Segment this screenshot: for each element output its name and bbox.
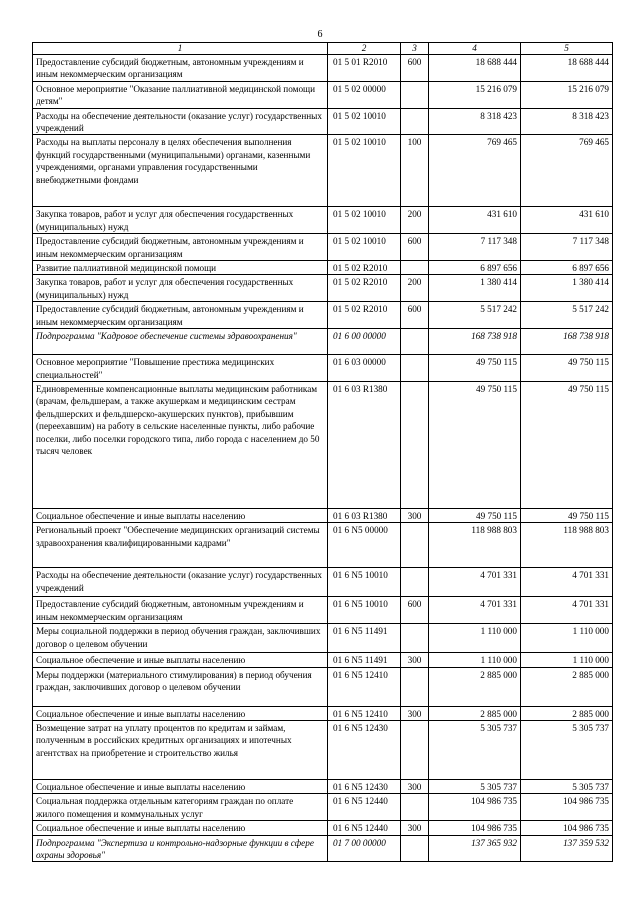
row-sum-2: 49 750 115	[521, 508, 613, 522]
table-row	[33, 794, 613, 821]
table-row	[33, 821, 613, 835]
row-sum-1: 1 380 414	[429, 275, 521, 302]
row-expense-type	[401, 355, 429, 382]
table-row	[33, 720, 613, 779]
row-sum-1: 7 117 348	[429, 234, 521, 261]
row-code: 01 5 02 10010	[328, 135, 401, 207]
row-name: Социальное обеспечение и иные выплаты населению	[33, 779, 328, 793]
table-row	[33, 275, 613, 302]
row-code: 01 6 N5 11491	[328, 653, 401, 667]
row-code: 01 6 N5 12410	[328, 667, 401, 706]
row-sum-2: 2 885 000	[521, 667, 613, 706]
table-row-subprogram	[33, 329, 613, 355]
table-row	[33, 55, 613, 82]
row-name: Единовременные компенсационные выплаты медицинским работникам (врачам, фельдшерам, а также акушеркам и медицинским сестрам фельдшерских и фельдшерско-акушерских пунктов), прибывшим (переехавшим) на работу в сельские населенные пункты, либо рабочие поселки, либо поселки городского типа, либо города с населением до 50 тысяч человек	[33, 381, 328, 508]
row-sum-2: 5 305 737	[521, 779, 613, 793]
row-expense-type: 600	[401, 597, 429, 624]
row-expense-type	[401, 794, 429, 821]
row-expense-type: 300	[401, 779, 429, 793]
row-name: Подпрограмма "Экспертиза и контрольно-надзорные функции в сфере охраны здоровья"	[33, 835, 328, 862]
table-row	[33, 624, 613, 653]
table-row	[33, 261, 613, 275]
row-sum-2: 137 359 532	[521, 835, 613, 862]
row-name: Расходы на обеспечение деятельности (оказание услуг) государственных учреждений	[33, 108, 328, 135]
row-code: 01 5 01 R2010	[328, 55, 401, 82]
row-sum-2: 1 110 000	[521, 653, 613, 667]
row-name: Меры поддержки (материального стимулирования) в период обучения граждан, заключивших договор о целевом обучении	[33, 667, 328, 706]
row-sum-2: 49 750 115	[521, 355, 613, 382]
row-sum-1: 49 750 115	[429, 508, 521, 522]
row-code: 01 6 03 R1380	[328, 381, 401, 508]
row-expense-type	[401, 720, 429, 779]
row-sum-1: 1 110 000	[429, 653, 521, 667]
row-expense-type	[401, 381, 429, 508]
row-code: 01 6 03 00000	[328, 355, 401, 382]
row-sum-1: 5 517 242	[429, 302, 521, 329]
row-sum-2: 1 380 414	[521, 275, 613, 302]
row-code: 01 6 N5 10010	[328, 568, 401, 597]
page-number: 6	[317, 29, 323, 40]
table-row	[33, 207, 613, 234]
row-sum-2: 5 305 737	[521, 720, 613, 779]
table-row	[33, 508, 613, 522]
table-row-subprogram	[33, 835, 613, 862]
row-sum-1: 104 986 735	[429, 794, 521, 821]
row-sum-1: 431 610	[429, 207, 521, 234]
row-expense-type	[401, 523, 429, 568]
table-row	[33, 381, 613, 508]
row-name: Региональный проект "Обеспечение медицинских организаций системы здравоохранения квалифицированными кадрами"	[33, 523, 328, 568]
row-name: Основное мероприятие "Повышение престижа медицинских специальностей"	[33, 355, 328, 382]
row-sum-2: 4 701 331	[521, 597, 613, 624]
row-code: 01 6 N5 12440	[328, 821, 401, 835]
row-expense-type: 600	[401, 302, 429, 329]
header-col-1: 1	[33, 43, 328, 55]
row-sum-1: 6 897 656	[429, 261, 521, 275]
table-header-row	[33, 43, 613, 55]
row-code: 01 6 N5 12430	[328, 779, 401, 793]
table-row	[33, 234, 613, 261]
row-name: Развитие паллиативной медицинской помощи	[33, 261, 328, 275]
row-sum-2: 104 986 735	[521, 821, 613, 835]
row-expense-type	[401, 81, 429, 108]
row-sum-1: 49 750 115	[429, 355, 521, 382]
row-name: Предоставление субсидий бюджетным, автономным учреждениям и иным некоммерческим организациям	[33, 302, 328, 329]
table-row	[33, 81, 613, 108]
table-row	[33, 597, 613, 624]
row-sum-2: 49 750 115	[521, 381, 613, 508]
row-name: Меры социальной поддержки в период обучения граждан, заключивших договор о целевом обучении	[33, 624, 328, 653]
row-expense-type: 200	[401, 207, 429, 234]
row-code: 01 6 03 R1380	[328, 508, 401, 522]
table-row	[33, 568, 613, 597]
row-sum-2: 18 688 444	[521, 55, 613, 82]
row-sum-2: 2 885 000	[521, 706, 613, 720]
row-code: 01 7 00 00000	[328, 835, 401, 862]
header-col-2: 2	[328, 43, 401, 55]
header-col-5: 5	[521, 43, 613, 55]
row-expense-type	[401, 329, 429, 355]
table-row	[33, 706, 613, 720]
row-sum-1: 137 365 932	[429, 835, 521, 862]
row-sum-1: 5 305 737	[429, 720, 521, 779]
row-sum-1: 8 318 423	[429, 108, 521, 135]
row-code: 01 6 N5 12410	[328, 706, 401, 720]
row-expense-type	[401, 835, 429, 862]
table-row	[33, 135, 613, 207]
row-name: Закупка товаров, работ и услуг для обеспечения государственных (муниципальных) нужд	[33, 275, 328, 302]
row-expense-type	[401, 624, 429, 653]
row-sum-2: 104 986 735	[521, 794, 613, 821]
row-name: Социальное обеспечение и иные выплаты населению	[33, 706, 328, 720]
row-expense-type: 600	[401, 234, 429, 261]
row-expense-type: 300	[401, 821, 429, 835]
row-name: Предоставление субсидий бюджетным, автономным учреждениям и иным некоммерческим организациям	[33, 234, 328, 261]
row-code: 01 6 N5 12440	[328, 794, 401, 821]
table-row	[33, 653, 613, 667]
row-name: Подпрограмма "Кадровое обеспечение системы здравоохранения"	[33, 329, 328, 355]
row-sum-1: 104 986 735	[429, 821, 521, 835]
row-expense-type: 100	[401, 135, 429, 207]
row-expense-type: 600	[401, 55, 429, 82]
row-name: Предоставление субсидий бюджетным, автономным учреждениям и иным некоммерческим организациям	[33, 597, 328, 624]
row-expense-type	[401, 261, 429, 275]
row-code: 01 6 00 00000	[328, 329, 401, 355]
row-expense-type: 300	[401, 653, 429, 667]
row-expense-type	[401, 568, 429, 597]
row-sum-1: 769 465	[429, 135, 521, 207]
row-name: Расходы на выплаты персоналу в целях обеспечения выполнения функций государственными (муниципальными) органами, казенными учреждениями, органами управления государственными внебюджетными фондами	[33, 135, 328, 207]
row-sum-1: 4 701 331	[429, 597, 521, 624]
row-sum-1: 15 216 079	[429, 81, 521, 108]
table-row	[33, 779, 613, 793]
row-sum-2: 431 610	[521, 207, 613, 234]
row-sum-1: 1 110 000	[429, 624, 521, 653]
row-sum-2: 15 216 079	[521, 81, 613, 108]
table-row	[33, 108, 613, 135]
row-sum-1: 49 750 115	[429, 381, 521, 508]
row-expense-type: 300	[401, 706, 429, 720]
row-name: Закупка товаров, работ и услуг для обеспечения государственных (муниципальных) нужд	[33, 207, 328, 234]
row-code: 01 5 02 00000	[328, 81, 401, 108]
row-name: Возмещение затрат на уплату процентов по кредитам и займам, полученным в российских кредитных организациях и ипотечных агентствах на приобретение и строительство жилья	[33, 720, 328, 779]
row-sum-2: 8 318 423	[521, 108, 613, 135]
row-code: 01 5 02 R2010	[328, 302, 401, 329]
row-name: Социальная поддержка отдельным категориям граждан по оплате жилого помещения и коммунальных услуг	[33, 794, 328, 821]
table-row	[33, 523, 613, 568]
row-name: Основное мероприятие "Оказание паллиативной медицинской помощи детям"	[33, 81, 328, 108]
row-code: 01 5 02 R2010	[328, 261, 401, 275]
row-sum-2: 5 517 242	[521, 302, 613, 329]
row-sum-2: 168 738 918	[521, 329, 613, 355]
row-sum-1: 2 885 000	[429, 706, 521, 720]
table-row	[33, 667, 613, 706]
row-code: 01 5 02 10010	[328, 234, 401, 261]
row-name: Социальное обеспечение и иные выплаты населению	[33, 821, 328, 835]
row-sum-1: 2 885 000	[429, 667, 521, 706]
table-row	[33, 355, 613, 382]
row-expense-type: 300	[401, 508, 429, 522]
row-name: Расходы на обеспечение деятельности (оказание услуг) государственных учреждений	[33, 568, 328, 597]
row-expense-type: 200	[401, 275, 429, 302]
row-name: Социальное обеспечение и иные выплаты населению	[33, 653, 328, 667]
table-row	[33, 302, 613, 329]
row-sum-2: 118 988 803	[521, 523, 613, 568]
row-code: 01 5 02 R2010	[328, 275, 401, 302]
row-code: 01 6 N5 12430	[328, 720, 401, 779]
row-sum-2: 1 110 000	[521, 624, 613, 653]
row-expense-type	[401, 667, 429, 706]
header-col-4: 4	[429, 43, 521, 55]
row-name: Социальное обеспечение и иные выплаты населению	[33, 508, 328, 522]
row-code: 01 6 N5 11491	[328, 624, 401, 653]
row-sum-1: 4 701 331	[429, 568, 521, 597]
row-sum-1: 5 305 737	[429, 779, 521, 793]
row-sum-2: 4 701 331	[521, 568, 613, 597]
row-code: 01 5 02 10010	[328, 207, 401, 234]
row-sum-2: 769 465	[521, 135, 613, 207]
row-expense-type	[401, 108, 429, 135]
row-sum-1: 18 688 444	[429, 55, 521, 82]
row-name: Предоставление субсидий бюджетным, автономным учреждениям и иным некоммерческим организациям	[33, 55, 328, 82]
row-sum-2: 7 117 348	[521, 234, 613, 261]
row-sum-1: 118 988 803	[429, 523, 521, 568]
row-code: 01 6 N5 00000	[328, 523, 401, 568]
header-col-3: 3	[401, 43, 429, 55]
row-code: 01 5 02 10010	[328, 108, 401, 135]
row-sum-2: 6 897 656	[521, 261, 613, 275]
row-code: 01 6 N5 10010	[328, 597, 401, 624]
budget-table	[32, 42, 613, 862]
row-sum-1: 168 738 918	[429, 329, 521, 355]
